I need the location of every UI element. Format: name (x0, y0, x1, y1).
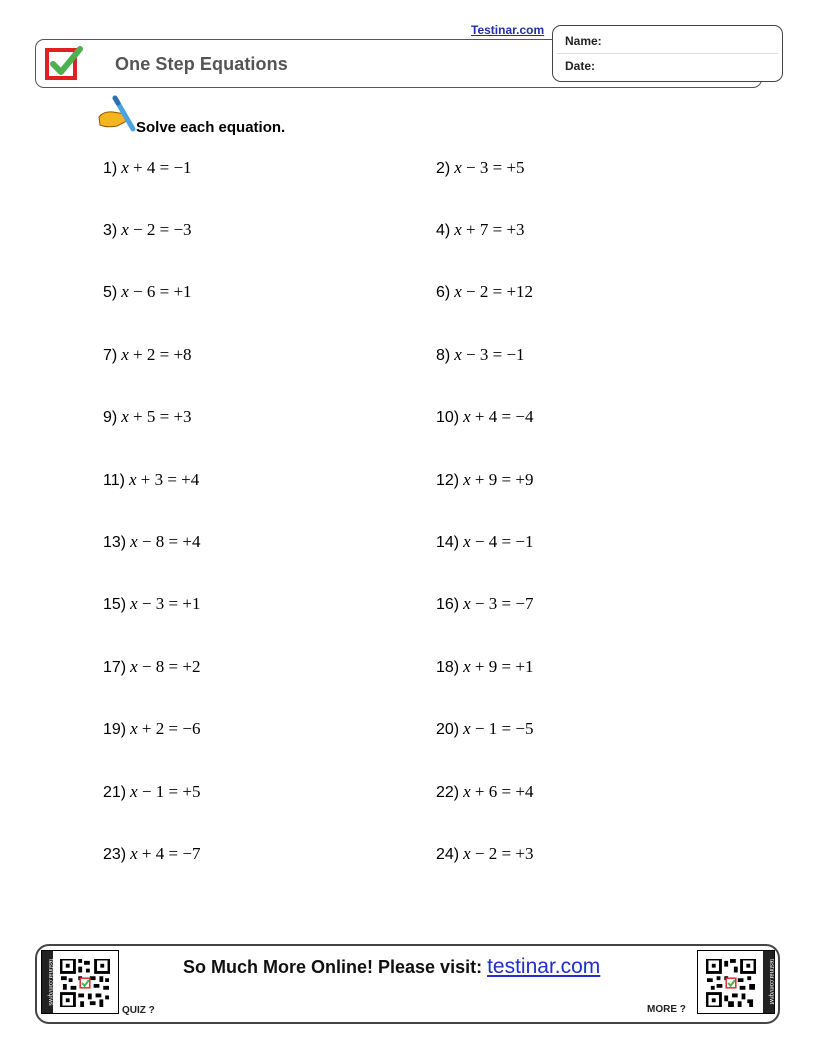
right-hand-side: +1 (515, 657, 534, 676)
operator: − (133, 220, 143, 239)
right-hand-side: +4 (181, 470, 200, 489)
problem-item (103, 532, 200, 552)
problem-item (103, 782, 200, 802)
right-hand-side: +3 (506, 220, 525, 239)
operator: − (474, 719, 485, 738)
equals-sign: = (159, 282, 170, 301)
variable: x (463, 594, 471, 613)
operand: 2 (488, 844, 498, 863)
right-hand-side: −7 (515, 594, 534, 613)
qr-side-label: testinar.com/qrwt (763, 951, 774, 1013)
problem-item (436, 532, 533, 552)
right-hand-side: +8 (173, 345, 192, 364)
equals-sign: = (501, 657, 512, 676)
problem-number: 22) (436, 784, 460, 801)
right-hand-side: −1 (506, 345, 525, 364)
equals-sign: = (167, 470, 177, 489)
problem-item (103, 470, 199, 490)
right-hand-side: −6 (182, 719, 201, 738)
variable: x (121, 220, 129, 239)
equals-sign: = (501, 844, 512, 863)
right-hand-side: +4 (182, 532, 201, 551)
operator: − (474, 594, 485, 613)
operator: − (466, 282, 476, 301)
variable: x (463, 719, 471, 738)
problem-item (436, 220, 525, 240)
variable: x (463, 844, 471, 863)
operand: 1 (488, 719, 498, 738)
problem-item (436, 407, 533, 427)
problem-item (103, 657, 200, 677)
problem-number: 9) (103, 409, 118, 426)
operator: + (133, 158, 143, 177)
qr-side-label: testinar.com/qrws (42, 951, 53, 1013)
problem-number: 7) (103, 347, 118, 364)
operand: 3 (488, 594, 498, 613)
problem-item (103, 844, 200, 864)
equals-sign: = (168, 594, 179, 613)
operator: − (474, 532, 485, 551)
problem-number: 13) (103, 534, 127, 551)
problem-item (436, 345, 525, 365)
right-hand-side: +1 (182, 594, 201, 613)
right-hand-side: −1 (515, 532, 534, 551)
problem-item (436, 657, 533, 677)
name-date-box (552, 25, 783, 82)
problem-number: 14) (436, 534, 460, 551)
operand: 3 (154, 470, 164, 489)
equals-sign: = (501, 782, 512, 801)
operand: 2 (146, 345, 156, 364)
operand: 7 (479, 220, 489, 239)
quiz-qr-code[interactable] (41, 950, 119, 1014)
variable: x (454, 345, 462, 364)
operand: 4 (155, 844, 165, 863)
operand: 4 (146, 158, 156, 177)
operand: 3 (155, 594, 165, 613)
problem-number: 24) (436, 846, 460, 863)
equals-sign: = (168, 844, 179, 863)
equals-sign: = (159, 407, 170, 426)
equals-sign: = (159, 220, 170, 239)
more-caption: MORE ? (647, 1004, 686, 1015)
equals-sign: = (492, 282, 503, 301)
right-hand-side: −1 (173, 158, 192, 177)
problem-number: 4) (436, 222, 451, 239)
equals-sign: = (492, 345, 503, 364)
equals-sign: = (501, 532, 512, 551)
operand: 9 (488, 657, 498, 676)
problem-item (436, 282, 533, 302)
problem-item (103, 158, 192, 178)
checkbox-check-icon (44, 44, 84, 82)
worksheet-title: One Step Equations (115, 54, 288, 74)
problem-number: 3) (103, 222, 118, 239)
operator: − (466, 345, 476, 364)
operator: − (141, 532, 152, 551)
operator: + (141, 844, 152, 863)
testinar-link[interactable]: Testinar.com (471, 23, 545, 37)
operand: 2 (155, 719, 165, 738)
equals-sign: = (501, 407, 512, 426)
problem-number: 18) (436, 659, 460, 676)
equals-sign: = (501, 719, 512, 738)
problem-number: 8) (436, 347, 451, 364)
footer-message (183, 955, 600, 979)
operator: + (133, 407, 143, 426)
right-hand-side: +5 (506, 158, 525, 177)
variable: x (130, 844, 138, 863)
operator: + (474, 782, 485, 801)
operand: 2 (146, 220, 156, 239)
right-hand-side: −7 (182, 844, 201, 863)
variable: x (121, 282, 129, 301)
right-hand-side: −5 (515, 719, 534, 738)
problem-number: 23) (103, 846, 127, 863)
variable: x (130, 719, 138, 738)
equals-sign: = (168, 657, 179, 676)
problem-number: 10) (436, 409, 460, 426)
problem-item (436, 594, 533, 614)
problem-number: 2) (436, 160, 451, 177)
operator: − (141, 594, 152, 613)
right-hand-side: +3 (515, 844, 534, 863)
operand: 4 (488, 407, 498, 426)
operand: 9 (488, 470, 498, 489)
operand: 5 (146, 407, 156, 426)
problem-number: 1) (103, 160, 118, 177)
variable: x (121, 407, 129, 426)
operand: 8 (155, 532, 165, 551)
right-hand-side: +4 (515, 782, 534, 801)
date-field[interactable]: Date: (565, 59, 596, 73)
variable: x (130, 782, 138, 801)
equals-sign: = (492, 220, 503, 239)
problem-number: 5) (103, 284, 118, 301)
right-hand-side: +3 (173, 407, 192, 426)
problem-number: 19) (103, 721, 127, 738)
operator: − (466, 158, 476, 177)
variable: x (463, 532, 471, 551)
problem-number: 11) (103, 472, 125, 489)
operator: + (474, 470, 485, 489)
quiz-caption: QUIZ ? (122, 1005, 155, 1016)
problem-number: 20) (436, 721, 460, 738)
operator: − (133, 282, 143, 301)
variable: x (463, 407, 471, 426)
right-hand-side: +2 (182, 657, 201, 676)
problem-item (103, 594, 200, 614)
equals-sign: = (492, 158, 503, 177)
operator: + (466, 220, 476, 239)
equals-sign: = (159, 345, 170, 364)
right-hand-side: +1 (173, 282, 192, 301)
problem-number: 12) (436, 472, 460, 489)
problem-item (436, 470, 533, 490)
operand: 3 (479, 158, 489, 177)
problem-number: 16) (436, 596, 460, 613)
right-hand-side: +12 (506, 282, 534, 301)
operator: − (141, 782, 152, 801)
right-hand-side: −4 (515, 407, 534, 426)
problem-item (436, 782, 533, 802)
problem-number: 15) (103, 596, 127, 613)
equals-sign: = (501, 470, 512, 489)
variable: x (130, 532, 138, 551)
variable: x (121, 345, 129, 364)
equals-sign: = (168, 532, 179, 551)
problem-number: 6) (436, 284, 451, 301)
operator: + (474, 657, 485, 676)
problem-number: 17) (103, 659, 127, 676)
operand: 1 (155, 782, 165, 801)
operand: 4 (488, 532, 498, 551)
problem-item (436, 844, 533, 864)
variable: x (463, 782, 471, 801)
name-field[interactable]: Name: (565, 34, 602, 48)
equals-sign: = (159, 158, 170, 177)
problem-item (436, 158, 525, 178)
problem-item (103, 407, 192, 427)
operand: 3 (479, 345, 489, 364)
right-hand-side: +5 (182, 782, 201, 801)
operand: 8 (155, 657, 165, 676)
operand: 6 (488, 782, 498, 801)
variable: x (454, 220, 462, 239)
operator: + (133, 345, 143, 364)
divider (557, 53, 778, 54)
problem-item (103, 220, 192, 240)
variable: x (454, 158, 462, 177)
problem-item (103, 719, 200, 739)
equals-sign: = (501, 594, 512, 613)
instructions: Solve each equation. (136, 119, 286, 136)
problem-item (103, 282, 192, 302)
operand: 6 (146, 282, 156, 301)
operator: − (474, 844, 485, 863)
right-hand-side: +9 (515, 470, 534, 489)
operand: 2 (479, 282, 489, 301)
variable: x (463, 470, 471, 489)
variable: x (130, 657, 138, 676)
footer-testinar-link[interactable]: testinar.com (487, 955, 601, 978)
right-hand-side: −3 (173, 220, 192, 239)
operator: − (141, 657, 152, 676)
qr-code-icon (706, 959, 756, 1007)
equals-sign: = (168, 719, 179, 738)
problem-item (103, 345, 192, 365)
equals-sign: = (168, 782, 179, 801)
operator: + (140, 470, 151, 489)
variable: x (130, 594, 138, 613)
hand-writing-pencil-icon (97, 95, 139, 133)
variable: x (121, 158, 129, 177)
variable: x (128, 470, 137, 489)
problem-item (436, 719, 533, 739)
variable: x (454, 282, 462, 301)
operator: + (141, 719, 152, 738)
operator: + (474, 407, 485, 426)
variable: x (463, 657, 471, 676)
qr-code-icon (60, 959, 110, 1007)
footer-text: So Much More Online! Please visit: (183, 957, 488, 977)
problem-number: 21) (103, 784, 127, 801)
more-qr-code[interactable] (697, 950, 775, 1014)
